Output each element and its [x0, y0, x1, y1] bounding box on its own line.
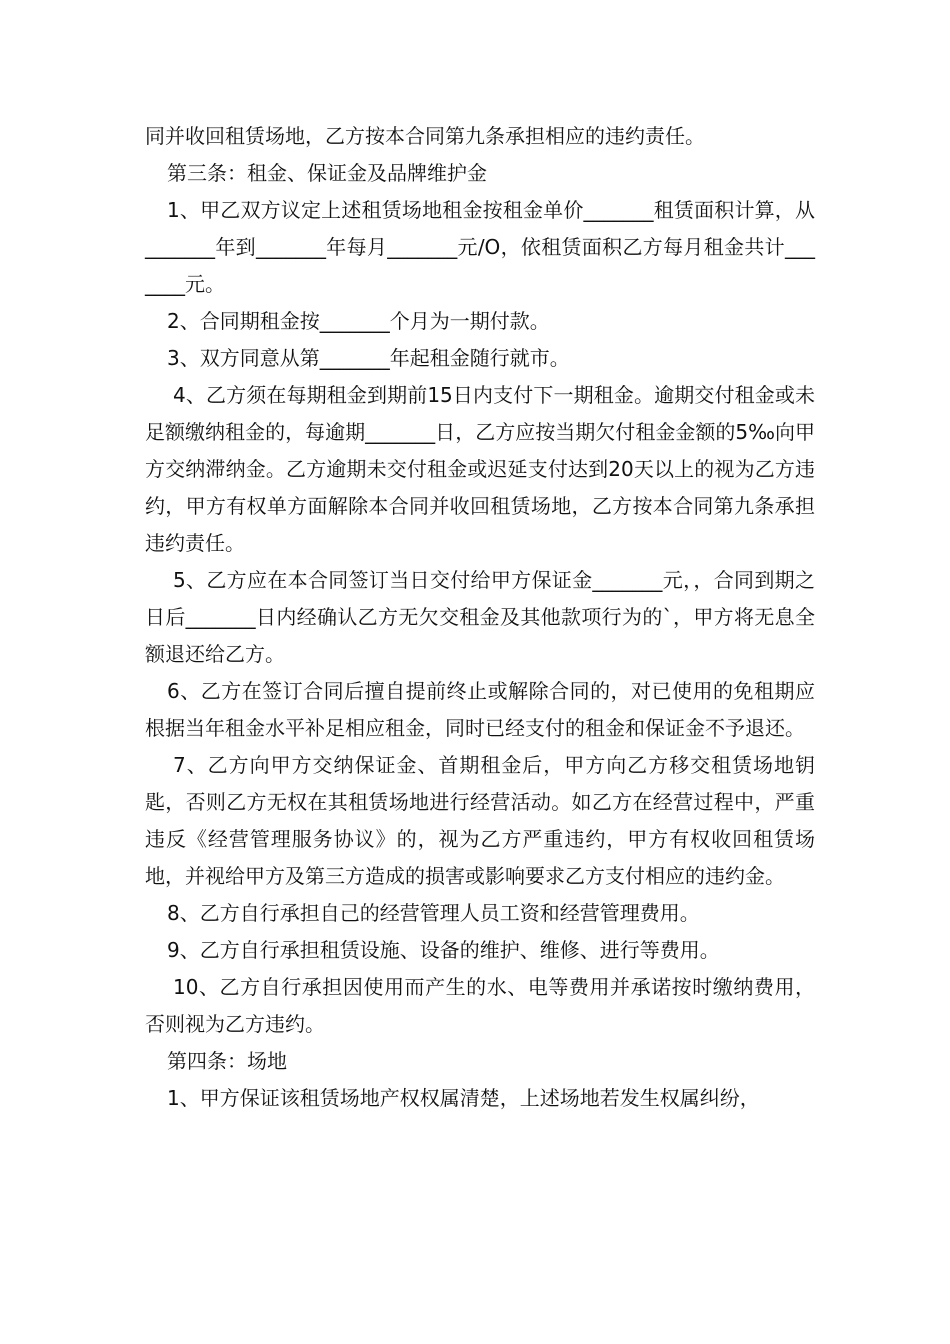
clause-3-1: 1、甲乙双方议定上述租赁场地租金按租金单价_______租赁面积计算，从_______年到_______年每月_______元/O，依租赁面积乙方每月租金共计_______元。 — [145, 198, 815, 296]
clause-4-1: 1、甲方保证该租赁场地产权权属清楚，上述场地若发生权属纠纷， — [167, 1086, 760, 1110]
clause-3-4: 4、乙方须在每期租金到期前15日内支付下一期租金。逾期交付租金或未足额缴纳租金的，每逾期_______日，乙方应按当期欠付租金金额的5‰向甲方交纳滞纳金。乙方逾期未交付租金或迟延支付达到20天以上的视为乙方违约，甲方有权单方面解除本合同并收回租赁场地，乙方按本合同第九条承担违约责任。 — [145, 383, 815, 555]
document-body — [145, 118, 815, 1117]
clause-3-5: 5、乙方应在本合同签订当日交付给甲方保证金_______元，，合同到期之日后_______日内经确认乙方无欠交租金及其他款项行为的`，甲方将无息全额退还给乙方。 — [145, 568, 815, 666]
clause-3-10: 10、乙方自行承担因使用而产生的水、电等费用并承诺按时缴纳费用，否则视为乙方违约。 — [145, 975, 815, 1036]
clause-3-2: 2、合同期租金按_______个月为一期付款。 — [167, 309, 550, 333]
clause-3-6: 6、乙方在签订合同后擅自提前终止或解除合同的，对已使用的免租期应根据当年租金水平补足相应租金，同时已经支付的租金和保证金不予退还。 — [145, 679, 815, 740]
article-3-heading: 第三条：租金、保证金及品牌维护金 — [167, 161, 487, 185]
clause-3-3: 3、双方同意从第_______年起租金随行就市。 — [167, 346, 570, 370]
clause-3-7: 7、乙方向甲方交纳保证金、首期租金后，甲方向乙方移交租赁场地钥匙，否则乙方无权在其租赁场地进行经营活动。如乙方在经营过程中，严重违反《经营管理服务协议》的，视为乙方严重违约，甲方有权收回租赁场地，并视给甲方及第三方造成的损害或影响要求乙方支付相应的违约金。 — [145, 753, 815, 888]
paragraph-continuation: 同并收回租赁场地，乙方按本合同第九条承担相应的违约责任。 — [145, 124, 705, 148]
clause-3-8: 8、乙方自行承担自己的经营管理人员工资和经营管理费用。 — [167, 901, 700, 925]
article-4-heading: 第四条：场地 — [167, 1049, 287, 1073]
clause-3-9: 9、乙方自行承担租赁设施、设备的维护、维修、进行等费用。 — [167, 938, 720, 962]
